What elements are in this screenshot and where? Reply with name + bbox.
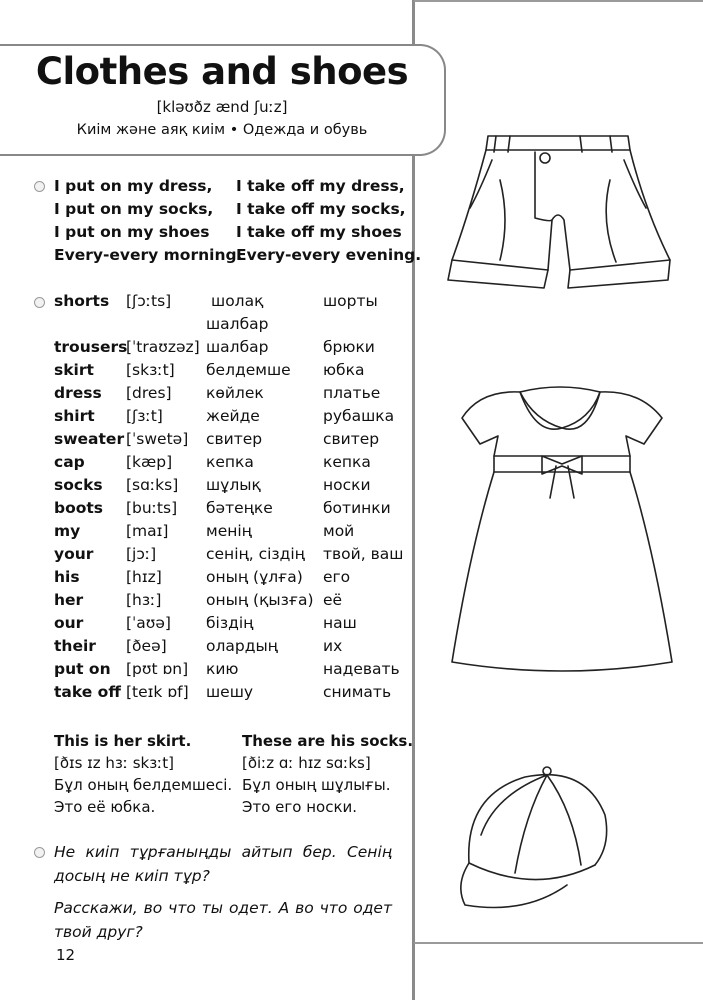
vocab-kazakh: свитер [206,430,263,448]
vocab-russian: снимать [323,683,392,701]
vocab-word: socks [54,476,103,494]
vocab-transcription: [teɪk ɒf] [126,683,189,701]
vocab-russian: носки [323,476,371,494]
vocab-transcription: [ˈswetə] [126,430,189,448]
vocab-word: our [54,614,84,632]
example-russian: Это его носки. [242,798,358,816]
vocab-transcription: [ðeə] [126,637,167,655]
vocab-transcription: [buːts] [126,499,178,517]
poem-line: I take off my shoes [236,223,402,241]
top-rule [414,0,703,2]
vocab-russian: свитер [323,430,380,448]
example-kazakh: Бұл оның белдемшесі. [54,776,233,794]
vocab-kazakh: олардың [206,637,278,655]
vocab-word: shirt [54,407,95,425]
vocab-word: your [54,545,94,563]
poem-left [54,175,242,267]
bullet-icon [34,847,45,858]
vocab-transcription: [sɑːks] [126,476,179,494]
vocab-russian: рубашка [323,407,395,425]
bullet-icon [34,297,45,308]
vocab-word: shorts [54,292,110,310]
vocab-russian: наш [323,614,357,632]
vocab-transcription: [skɜːt] [126,361,175,379]
vocab-word: his [54,568,80,586]
bottom-rule [414,942,703,944]
page-title: Clothes and shoes [35,50,409,93]
vocab-transcription: [maɪ] [126,522,169,540]
vocab-word: her [54,591,84,609]
vocab-russian: юбка [323,361,365,379]
vocab-russian: её [323,591,343,609]
vocab-kazakh: көйлек [206,384,264,402]
example-right [242,730,413,818]
vocab-kazakh: кию [206,660,239,678]
vocab-transcription: [ʃɜːt] [126,407,163,425]
vocab-kazakh: бәтеңке [206,499,273,517]
vocab-word: cap [54,453,85,471]
vocab-word: their [54,637,96,655]
vocab-kazakh: сенің, сіздің [206,545,305,563]
example-russian: Это её юбка. [54,798,156,816]
vocab-kazakh: оның (ұлға) [206,568,303,586]
vocab-transcription: [ˈtraʊzəz] [126,338,200,356]
vocab-russian: мой [323,522,355,540]
vocab-russian: шорты [323,292,378,310]
vocab-transcription: [pʊt ɒn] [126,660,189,678]
vocab-kazakh: біздің [206,614,254,632]
poem-line: Every-every morning. [54,246,243,264]
vocab-russian: платье [323,384,381,402]
poem-right [236,175,421,267]
task-russian: Расскажи, во что ты одет. А во что одет твой друг? [54,899,392,941]
vocab-kazakh: оның (қызға) [206,591,314,609]
vocab-russian: брюки [323,338,375,356]
vocab-transcription: [dres] [126,384,172,402]
vocab-word: skirt [54,361,94,379]
vocab-word: dress [54,384,102,402]
vocab-kazakh: шұлық [206,476,261,494]
example-sentence: These are his socks. [242,732,414,750]
vocab-russian: ботинки [323,499,391,517]
dress-drawing [440,380,685,680]
vocab-kazakh: белдемше [206,361,291,379]
vocab-transcription: [hɜː] [126,591,162,609]
vocab-word: put on [54,660,111,678]
bullet-icon [34,181,45,192]
vocab-kazakh: шолақ шалбар [206,292,269,333]
vocab-kazakh: шалбар [206,338,269,356]
example-transcription: [ðiːz ɑː hɪz sɑːks] [242,754,371,772]
vocab-word: take off [54,683,121,701]
poem-line: I take off my dress, [236,177,405,195]
vocab-russian: его [323,568,351,586]
vocab-kazakh: жейде [206,407,260,425]
vocab-kazakh: шешу [206,683,254,701]
poem-line: I put on my shoes [54,223,210,241]
poem-line: I put on my dress, [54,177,213,195]
poem-line: Every-every evening. [236,246,422,264]
poem-line: I take off my socks, [236,200,406,218]
shorts-drawing [440,120,680,300]
poem-line: I put on my socks, [54,200,214,218]
vocab-word: sweater [54,430,125,448]
vocab-russian: твой, ваш [323,545,404,563]
vocab-russian: их [323,637,343,655]
vocab-transcription: [hɪz] [126,568,162,586]
vocab-transcription: [kæp] [126,453,173,471]
vocab-kazakh: кепка [206,453,254,471]
vocab-word: my [54,522,81,540]
example-left [54,730,232,818]
vocab-transcription: [jɔː] [126,545,157,563]
vocab-russian: кепка [323,453,371,471]
example-kazakh: Бұл оның шұлығы. [242,776,391,794]
task-kazakh: Не киіп тұрғаныңды айтып бер. Сенің досың не киіп тұр? [54,843,392,885]
vocab-kazakh: менің [206,522,252,540]
vocab-word: trousers [54,338,128,356]
page-number: 12 [56,946,76,964]
vocab-transcription: [ˈaʊə] [126,614,171,632]
example-sentence: This is her skirt. [54,732,192,750]
title-transcription: [kləʊðz ænd ʃuːz] [156,98,288,116]
vocab-russian: надевать [323,660,400,678]
vocab-word: boots [54,499,104,517]
cap-drawing [455,755,615,915]
example-transcription: [ðɪs ɪz hɜː skɜːt] [54,754,174,772]
title-translation: Киім және аяқ киім • Одежда и обувь [76,122,368,138]
vocab-transcription: [ʃɔːts] [126,292,172,310]
